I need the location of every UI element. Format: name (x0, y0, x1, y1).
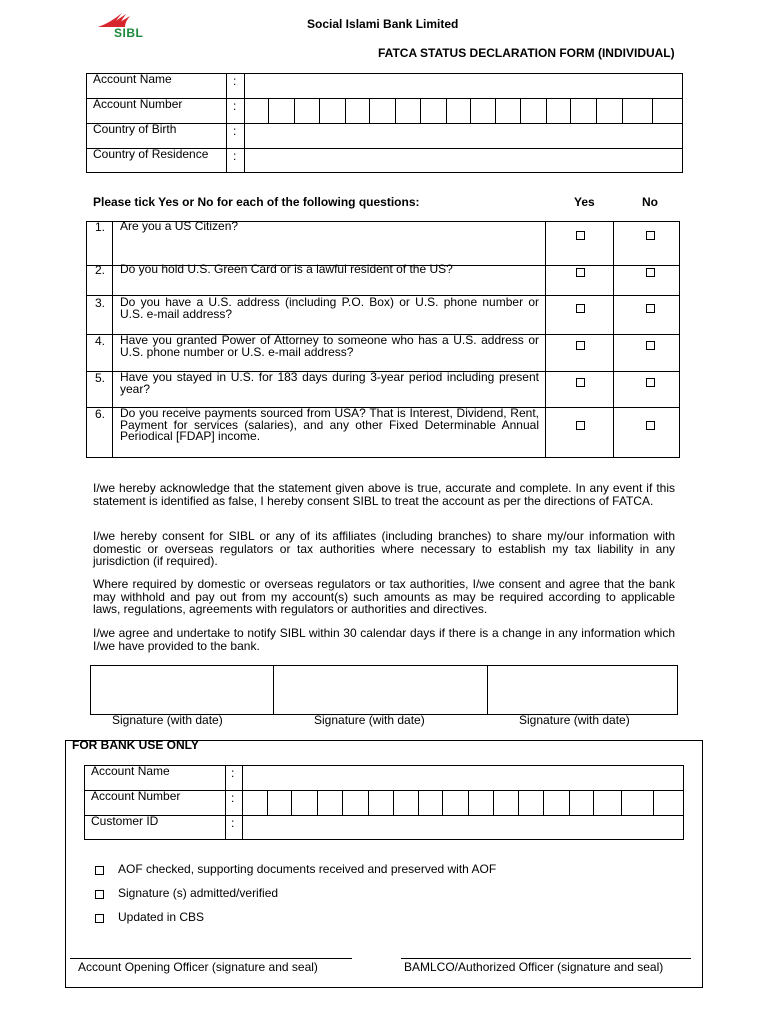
declaration-paragraph: I/we agree and undertake to notify SIBL within 30 calendar days if there is a change in any information which I/we have provided to the bank. (93, 626, 675, 653)
account-name-input[interactable] (245, 74, 682, 97)
question-number: 3. (95, 296, 106, 310)
bank-account-number-input[interactable] (243, 791, 683, 814)
colon: : (231, 766, 235, 780)
q5-yes-checkbox[interactable] (576, 378, 585, 387)
colon: : (233, 149, 237, 163)
bank-account-name-input[interactable] (243, 766, 683, 789)
customer-id-input[interactable] (243, 816, 683, 839)
declaration-paragraph: I/we hereby consent for SIBL or any of its affiliates (including branches) to share my/our information with domestic or overseas regulators or tax authorities where necessary to establish my tax liability in any jurisdiction (if required). (93, 529, 675, 568)
aof-checked-checkbox[interactable] (95, 866, 104, 875)
officer-signature-line[interactable] (70, 958, 352, 959)
country-of-residence-label: Country of Residence (93, 147, 209, 161)
bank-use-title: FOR BANK USE ONLY (72, 738, 199, 752)
question-number: 6. (95, 407, 106, 421)
account-number-label: Account Number (93, 97, 183, 111)
question-text: Do you hold U.S. Green Card or is a lawful resident of the US? (120, 262, 453, 276)
account-name-label: Account Name (93, 72, 172, 86)
q1-no-checkbox[interactable] (646, 231, 655, 240)
question-text: Do you receive payments sourced from USA? That is Interest, Dividend, Rent, Payment for services (salaries), and any other Fixed Determinable Annual Periodical [FDAP] income. (120, 406, 539, 443)
bank-account-number-label: Account Number (91, 789, 181, 803)
account-number-input[interactable] (245, 99, 682, 122)
q2-no-checkbox[interactable] (646, 268, 655, 277)
question-text: Do you have a U.S. address (including P.O. Box) or U.S. phone number or U.S. e-mail address? (120, 295, 539, 321)
q1-yes-checkbox[interactable] (576, 231, 585, 240)
q6-yes-checkbox[interactable] (576, 421, 585, 430)
bank-name: Social Islami Bank Limited (307, 17, 459, 31)
signature-label: Signature (with date) (112, 713, 223, 727)
country-of-residence-input[interactable] (245, 149, 682, 172)
question-text: Have you granted Power of Attorney to someone who has a U.S. address or U.S. phone number or U.S. e-mail address? (120, 333, 539, 359)
bank-account-name-label: Account Name (91, 764, 170, 778)
customer-id-label: Customer ID (91, 814, 159, 828)
country-of-birth-label: Country of Birth (93, 122, 177, 136)
q6-no-checkbox[interactable] (646, 421, 655, 430)
signature-box[interactable] (90, 665, 678, 715)
q4-no-checkbox[interactable] (646, 341, 655, 350)
country-of-birth-input[interactable] (245, 124, 682, 147)
checklist-label: Updated in CBS (118, 910, 205, 924)
question-number: 5. (95, 371, 106, 385)
question-text: Are you a US Citizen? (120, 219, 239, 233)
authorized-officer-label: BAMLCO/Authorized Officer (signature and seal) (404, 960, 664, 974)
colon: : (233, 74, 237, 88)
q4-yes-checkbox[interactable] (576, 341, 585, 350)
account-opening-officer-label: Account Opening Officer (signature and seal) (78, 960, 318, 974)
q2-yes-checkbox[interactable] (576, 268, 585, 277)
signature-verified-checkbox[interactable] (95, 890, 104, 899)
yes-column-header: Yes (574, 195, 595, 209)
declaration-paragraph: I/we hereby acknowledge that the statement given above is true, accurate and complete. In any event if this statement is identified as false, I hereby consent SIBL to treat the account as per the directions of FATCA. (93, 481, 675, 508)
updated-cbs-checkbox[interactable] (95, 914, 104, 923)
colon: : (233, 99, 237, 113)
question-number: 2. (95, 263, 106, 277)
checklist-label: AOF checked, supporting documents received and preserved with AOF (118, 862, 497, 876)
colon: : (233, 124, 237, 138)
signature-label: Signature (with date) (519, 713, 630, 727)
q3-no-checkbox[interactable] (646, 304, 655, 313)
colon: : (231, 791, 235, 805)
colon: : (231, 816, 235, 830)
q5-no-checkbox[interactable] (646, 378, 655, 387)
declaration-paragraph: Where required by domestic or overseas regulators or tax authorities, I/we consent and agree that the bank may withhold and pay out from my account(s) such amounts as may be required according to applicable laws, regulations, agreements with regulators or authorities and directives. (93, 577, 675, 616)
question-number: 4. (95, 334, 106, 348)
bank-logo (92, 10, 152, 40)
form-title: FATCA STATUS DECLARATION FORM (INDIVIDUAL) (378, 46, 675, 60)
questions-instruction: Please tick Yes or No for each of the following questions: (93, 195, 420, 209)
q3-yes-checkbox[interactable] (576, 304, 585, 313)
officer-signature-line[interactable] (401, 958, 691, 959)
no-column-header: No (642, 195, 658, 209)
checklist-label: Signature (s) admitted/verified (118, 886, 279, 900)
logo-text: SIBL (114, 26, 144, 40)
signature-label: Signature (with date) (314, 713, 425, 727)
question-number: 1. (95, 220, 106, 234)
question-text: Have you stayed in U.S. for 183 days during 3-year period including present year? (120, 370, 539, 396)
